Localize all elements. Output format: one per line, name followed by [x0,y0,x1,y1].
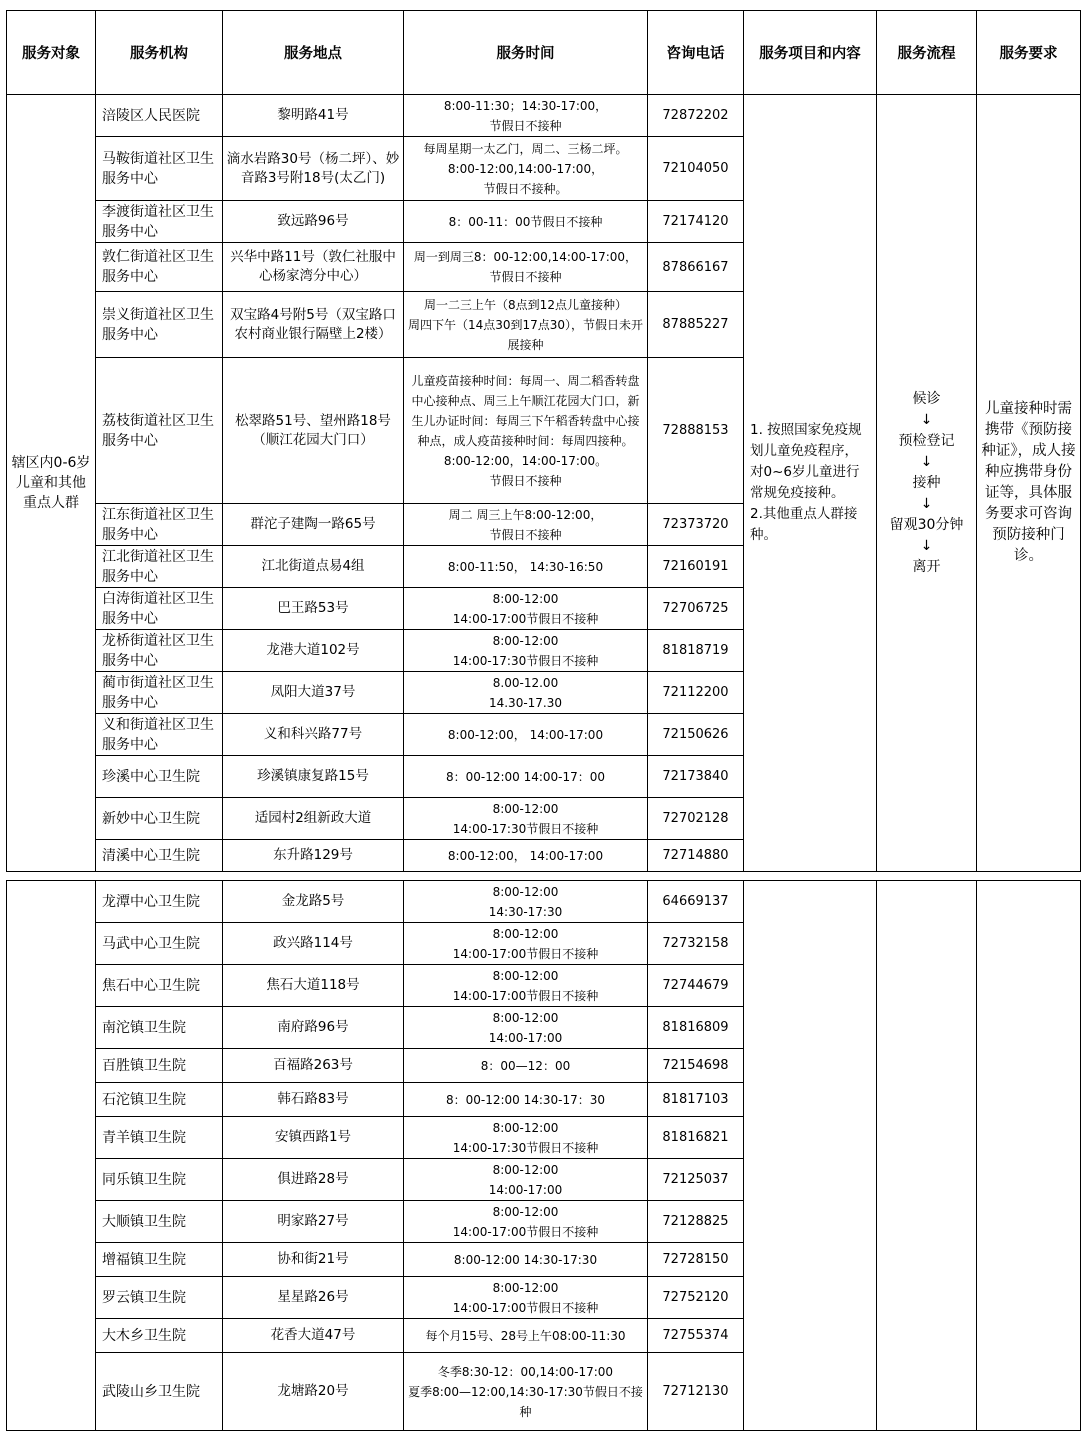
phone-number: 72173840 [648,756,744,798]
service-time: 8:00-12:00， 14:00-17:00 [404,840,648,872]
flow-arrow-icon: ↓ [920,495,933,512]
service-time: 8:00-12:00 14:30-17:30 [404,1243,648,1277]
service-time: 8.00-12.00 14.30-17.30 [404,672,648,714]
phone-number: 72373720 [648,504,744,546]
vaccination-service-table-part1 [6,10,1081,872]
header-row [7,11,1081,95]
service-time: 8:00-12:00， 14:00-17:00 [404,714,648,756]
phone-number: 72702128 [648,798,744,840]
service-requirements-cell-empty [977,881,1081,1431]
service-flow-cell-empty [877,881,977,1431]
service-time: 8:00-12:00 14:00-17:00节假日不接种 [404,1201,648,1243]
service-requirements-cell: 儿童接种时需携带《预防接种证》，成人接种应携带身份证等，具体服务要求可咨询预防接种门诊。 [977,95,1081,872]
org-location: 政兴路114号 [223,923,404,965]
service-time: 8：00-12:00 14:00-17：00 [404,756,648,798]
org-name: 敦仁街道社区卫生服务中心 [96,243,223,292]
table-body-part2 [7,881,1081,1431]
phone-number: 72125037 [648,1159,744,1201]
header-service-requirements: 服务要求 [977,11,1081,95]
org-name: 白涛街道社区卫生服务中心 [96,588,223,630]
service-time: 儿童疫苗接种时间：每周一、周二稻香转盘中心接种点、周三上午顺江花园大门口，新生儿办证时间：每周三下午稻香转盘中心接种点，成人疫苗接种时间：每周四接种。8:00-12:00，14:00-17:00。 节假日不接种 [404,358,648,504]
org-name: 李渡街道社区卫生服务中心 [96,201,223,243]
phone-number: 81816809 [648,1007,744,1049]
service-time: 8:00-12:00 14:00-17:00 [404,1159,648,1201]
phone-number: 72872202 [648,95,744,137]
service-time: 8：00-12:00 14:30-17：30 [404,1083,648,1117]
org-location: 安镇西路1号 [223,1117,404,1159]
service-time: 8：00-11：00节假日不接种 [404,201,648,243]
org-location: 东升路129号 [223,840,404,872]
org-name: 崇义街道社区卫生服务中心 [96,292,223,358]
org-name: 南沱镇卫生院 [96,1007,223,1049]
org-location: 江北街道点易4组 [223,546,404,588]
org-location: 花香大道47号 [223,1319,404,1353]
org-name: 珍溪中心卫生院 [96,756,223,798]
table-row [7,881,1081,923]
org-name: 蔺市街道社区卫生服务中心 [96,672,223,714]
org-name: 大顺镇卫生院 [96,1201,223,1243]
flow-step: 候诊 [912,390,941,407]
org-location: 俱进路28号 [223,1159,404,1201]
header-service-target: 服务对象 [7,11,96,95]
service-time: 8:00-12:00 14:00-17:30节假日不接种 [404,1117,648,1159]
org-location: 金龙路5号 [223,881,404,923]
table-body-part1 [7,95,1081,872]
service-time: 8:00-11:50， 14:30-16:50 [404,546,648,588]
flow-arrow-icon: ↓ [920,453,933,470]
phone-number: 72160191 [648,546,744,588]
org-name: 涪陵区人民医院 [96,95,223,137]
phone-number: 72150626 [648,714,744,756]
org-location: 致远路96号 [223,201,404,243]
service-items-cell-empty [744,881,877,1431]
phone-number: 81817103 [648,1083,744,1117]
phone-number: 72154698 [648,1049,744,1083]
service-time: 8:00-12:00 14:00-17:00节假日不接种 [404,1277,648,1319]
org-location: 协和街21号 [223,1243,404,1277]
service-time: 8:00-12:00 14:00-17:00节假日不接种 [404,923,648,965]
phone-number: 72728150 [648,1243,744,1277]
org-location: 韩石路83号 [223,1083,404,1117]
service-time: 8:00-12:00 14:30-17:30 [404,881,648,923]
org-name: 增福镇卫生院 [96,1243,223,1277]
org-location: 星星路26号 [223,1277,404,1319]
org-location: 龙港大道102号 [223,630,404,672]
org-location: 松翠路51号、望州路18号（顺江花园大门口） [223,358,404,504]
phone-number: 87866167 [648,243,744,292]
org-name: 龙桥街道社区卫生服务中心 [96,630,223,672]
org-location: 兴华中路11号（敦仁社服中心杨家湾分中心） [223,243,404,292]
org-name: 义和街道社区卫生服务中心 [96,714,223,756]
header-service-time: 服务时间 [404,11,648,95]
table-row [7,95,1081,137]
phone-number: 72128825 [648,1201,744,1243]
org-name: 新妙中心卫生院 [96,798,223,840]
org-location: 义和科兴路77号 [223,714,404,756]
service-time: 每个月15号、28号上午08:00-11:30 [404,1319,648,1353]
phone-number: 72706725 [648,588,744,630]
org-location: 百福路263号 [223,1049,404,1083]
org-name: 同乐镇卫生院 [96,1159,223,1201]
vaccination-service-table-part2 [6,880,1081,1431]
org-location: 巴王路53号 [223,588,404,630]
header-service-flow: 服务流程 [877,11,977,95]
org-location: 焦石大道118号 [223,965,404,1007]
service-time: 8:00-12:00 14:00-17:30节假日不接种 [404,630,648,672]
org-location: 双宝路4号附5号（双宝路口农村商业银行隔壁上2楼） [223,292,404,358]
phone-number: 72104050 [648,137,744,201]
phone-number: 72744679 [648,965,744,1007]
service-time: 8:00-12:00 14:00-17:30节假日不接种 [404,798,648,840]
org-location: 南府路96号 [223,1007,404,1049]
org-name: 清溪中心卫生院 [96,840,223,872]
phone-number: 72732158 [648,923,744,965]
org-name: 罗云镇卫生院 [96,1277,223,1319]
flow-arrow-icon: ↓ [920,411,933,428]
service-time: 冬季8:30-12：00,14:00-17:00 夏季8:00—12:00,14:30-17:30节假日不接种 [404,1353,648,1431]
org-name: 荔枝街道社区卫生服务中心 [96,358,223,504]
org-name: 石沱镇卫生院 [96,1083,223,1117]
phone-number: 72712130 [648,1353,744,1431]
service-time: 8:00-11:30；14:30-17:00， 节假日不接种 [404,95,648,137]
org-location: 珍溪镇康复路15号 [223,756,404,798]
org-name: 马武中心卫生院 [96,923,223,965]
service-time: 8:00-12:00 14:00-17:00 [404,1007,648,1049]
service-items-cell: 1. 按照国家免疫规划儿童免疫程序，对0~6岁儿童进行常规免疫接种。 2.其他重点人群接种。 [744,95,877,872]
service-time: 每周星期一太乙门，周二、三杨二坪。 8:00-12:00,14:00-17:00， 节假日不接种。 [404,137,648,201]
phone-number: 72752120 [648,1277,744,1319]
org-location: 明家路27号 [223,1201,404,1243]
service-time: 8:00-12:00 14:00-17:00节假日不接种 [404,588,648,630]
phone-number: 81818719 [648,630,744,672]
phone-number: 81816821 [648,1117,744,1159]
org-name: 武陵山乡卫生院 [96,1353,223,1431]
flow-step: 留观30分钟 [889,516,964,533]
org-name: 大木乡卫生院 [96,1319,223,1353]
header-service-org: 服务机构 [96,11,223,95]
service-time: 周一二三上午（8点到12点儿童接种） 周四下午（14点30到17点30），节假日未开展接种 [404,292,648,358]
org-location: 黎明路41号 [223,95,404,137]
flow-arrow-icon: ↓ [920,537,933,554]
service-flow-cell [877,95,977,872]
org-name: 江东街道社区卫生服务中心 [96,504,223,546]
org-name: 焦石中心卫生院 [96,965,223,1007]
org-location: 滴水岩路30号（杨二坪）、妙音路3号附18号(太乙门) [223,137,404,201]
phone-number: 64669137 [648,881,744,923]
flow-step: 离开 [912,558,941,575]
phone-number: 72888153 [648,358,744,504]
org-location: 适园村2组新政大道 [223,798,404,840]
service-target-cell-empty [7,881,96,1431]
org-name: 马鞍街道社区卫生服务中心 [96,137,223,201]
phone-number: 72174120 [648,201,744,243]
org-name: 百胜镇卫生院 [96,1049,223,1083]
org-name: 龙潭中心卫生院 [96,881,223,923]
org-location: 凤阳大道37号 [223,672,404,714]
org-location: 群沱子建陶一路65号 [223,504,404,546]
org-name: 青羊镇卫生院 [96,1117,223,1159]
header-service-items: 服务项目和内容 [744,11,877,95]
org-location: 龙塘路20号 [223,1353,404,1431]
org-name: 江北街道社区卫生服务中心 [96,546,223,588]
flow-step: 预检登记 [898,432,955,449]
phone-number: 72714880 [648,840,744,872]
header-phone: 咨询电话 [648,11,744,95]
service-time: 周二 周三上午8:00-12:00， 节假日不接种 [404,504,648,546]
service-target-cell: 辖区内0-6岁儿童和其他重点人群 [7,95,96,872]
phone-number: 72755374 [648,1319,744,1353]
service-time: 8：00—12：00 [404,1049,648,1083]
service-time: 8:00-12:00 14:00-17:00节假日不接种 [404,965,648,1007]
phone-number: 72112200 [648,672,744,714]
service-time: 周一到周三8：00-12:00,14:00-17:00， 节假日不接种 [404,243,648,292]
flow-step: 接种 [912,474,941,491]
header-service-location: 服务地点 [223,11,404,95]
phone-number: 87885227 [648,292,744,358]
